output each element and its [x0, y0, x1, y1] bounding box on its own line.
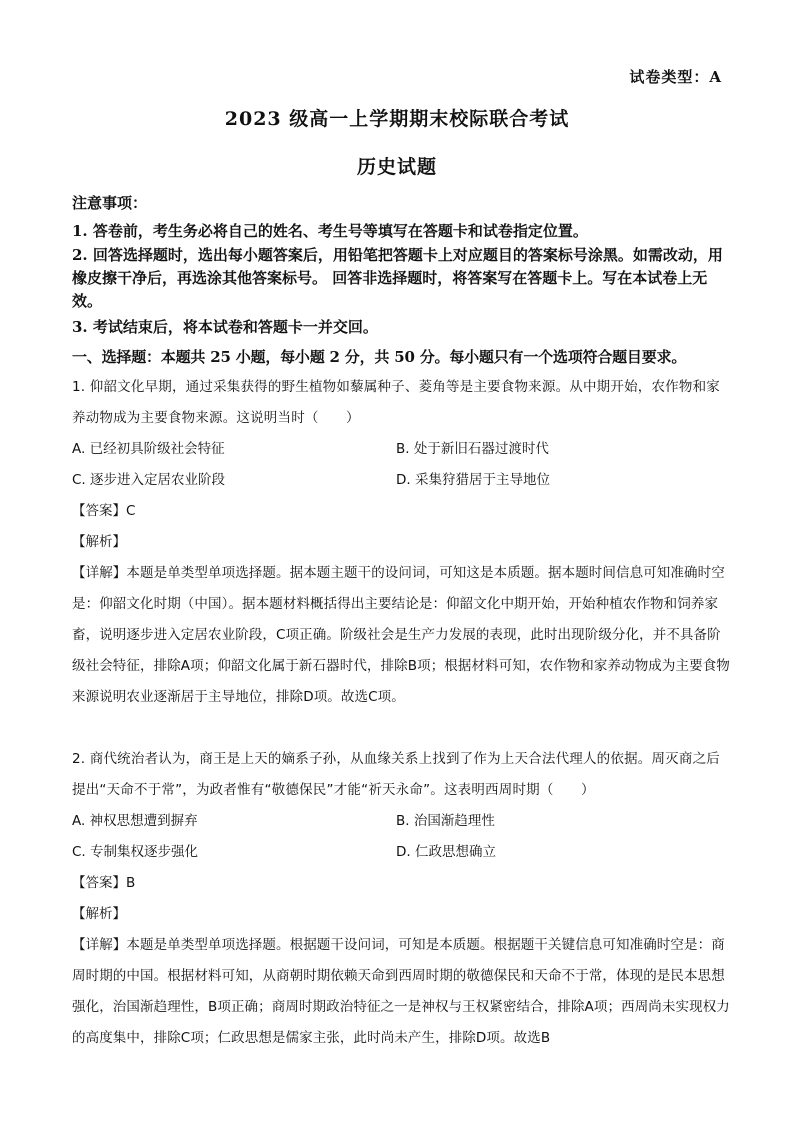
detail-explanation: 【详解】本题是单类型单项选择题。根据题干设问词，可知是本质题。根据题干关键信息可知准确时空是：商周时期的中国。根据材料可知，从商朝时期依赖天命到西周时期的敬德保民和天命不于常，体现的是民本思想强化，治国渐趋理性，B项正确；商周时期政治特征之一是神权与王权紧密结合，排除A项；西周尚未实现权力的高度集中，排除C项；仁政思想是儒家主张，此时尚未产生，排除D项。故选B	[72, 937, 730, 1046]
option-a: A. 已经初具阶级社会特征	[72, 441, 225, 457]
answer-label: 【答案】B	[72, 875, 136, 891]
question-options	[72, 434, 732, 496]
notice-item-3: 3. 考试结束后，将本试卷和答题卡一并交回。	[72, 318, 378, 336]
option-c: C. 逐步进入定居农业阶段	[72, 472, 226, 488]
paper-type-label: 试卷类型：A	[629, 68, 722, 86]
question-options	[72, 806, 732, 868]
notice-item-1: 1. 答卷前，考生务必将自己的姓名、考生号等填写在答题卡和试卷指定位置。	[72, 222, 588, 240]
question-stem: 2. 商代统治者认为，商王是上天的嫡系子孙，从血缘关系上找到了作为上天合法代理人的依据。周灭商之后提出“天命不于常”，为政者惟有“敬德保民”才能“祈天永命”。这表明西周时期（ ）	[72, 751, 720, 798]
option-d: D. 采集狩猎居于主导地位	[396, 472, 550, 488]
option-d: D. 仁政思想确立	[396, 844, 496, 860]
question-stem: 1. 仰韶文化早期，通过采集获得的野生植物如藜属种子、菱角等是主要食物来源。从中期开始，农作物和家养动物成为主要食物来源。这说明当时（ ）	[72, 379, 720, 426]
section-heading: 一、选择题：本题共 25 小题，每小题 2 分，共 50 分。每小题只有一个选项符合题目要求。	[72, 348, 687, 366]
question-2	[72, 744, 732, 1054]
option-b: B. 处于新旧石器过渡时代	[396, 441, 549, 457]
question-1	[72, 372, 732, 713]
option-b: B. 治国渐趋理性	[396, 813, 495, 829]
exam-title: 2023 级高一上学期期末校际联合考试	[224, 108, 570, 130]
subject-title: 历史试题	[356, 156, 437, 178]
notice-item-2: 2. 回答选择题时，选出每小题答案后，用铅笔把答题卡上对应题目的答案标号涂黑。如需改动，用橡皮擦干净后，再选涂其他答案标号。 回答非选择题时，将答案写在答题卡上。写在本试卷上无效。	[72, 246, 723, 310]
detail-explanation: 【详解】本题是单类型单项选择题。据本题主题干的设问词，可知这是本质题。据本题时间信息可知准确时空是：仰韶文化时期（中国）。据本题材料概括得出主要结论是：仰韶文化中期开始，开始种植农作物和饲养家畜，说明逐步进入定居农业阶段，C项正确。阶级社会是生产力发展的表现，此时出现阶级分化，并不具备阶级社会特征，排除A项；仰韶文化属于新石器时代，排除B项；根据材料可知，农作物和家养动物成为主要食物来源说明农业逐渐居于主导地位，排除D项。故选C项。	[72, 565, 730, 705]
analysis-label: 【解析】	[72, 534, 126, 550]
answer-label: 【答案】C	[72, 503, 136, 519]
option-c: C. 专制集权逐步强化	[72, 844, 199, 860]
option-a: A. 神权思想遭到摒弃	[72, 813, 198, 829]
notice-heading: 注意事项：	[72, 194, 148, 212]
analysis-label: 【解析】	[72, 906, 126, 922]
